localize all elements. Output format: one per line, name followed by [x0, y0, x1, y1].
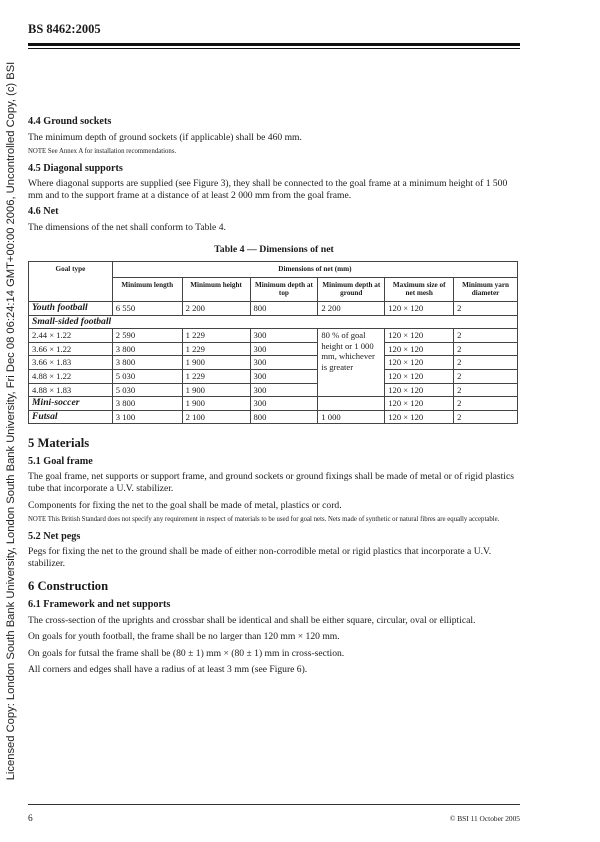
- table-row: [29, 329, 518, 343]
- cell-depth-top: 300: [250, 383, 318, 397]
- cell-yarn: 2: [454, 369, 518, 383]
- cell-length: 3 100: [112, 410, 182, 424]
- cell-depth-ground: [318, 397, 385, 411]
- cell-height: 1 900: [182, 356, 250, 370]
- footer-rule: [28, 804, 520, 805]
- cell-depth-ground: 1 000: [318, 410, 385, 424]
- col-depth-ground: Minimum depth at ground: [318, 277, 385, 301]
- cell-yarn: 2: [454, 410, 518, 424]
- cell-height: 1 229: [182, 369, 250, 383]
- page-header: [28, 22, 520, 49]
- copyright-notice: © BSI 11 October 2005: [449, 814, 520, 823]
- section-6-heading: 6 Construction: [28, 579, 109, 594]
- header-rule-thin: [28, 48, 520, 49]
- table-row: [29, 397, 518, 411]
- cell-mesh: 120 × 120: [385, 329, 454, 343]
- cell-mesh: 120 × 120: [385, 397, 454, 411]
- cell-length: 3 800: [112, 397, 182, 411]
- table-row: [29, 301, 518, 315]
- section-5-1-text-1: The goal frame, net supports or support frame, and ground sockets or ground fixings shall be made of metal or of rigid plastics tube that incorporate a U.V. stabilizer.: [28, 471, 514, 495]
- section-4-4-heading: 4.4 Ground sockets: [28, 116, 112, 127]
- table-row: [29, 369, 518, 383]
- section-4-6-heading: 4.6 Net: [28, 206, 59, 218]
- row-label-small-sided: Small-sided football: [29, 315, 518, 329]
- cell-yarn: 2: [454, 342, 518, 356]
- cell-mesh: 120 × 120: [385, 369, 454, 383]
- page-footer: [28, 804, 520, 824]
- cell-depth-top: 300: [250, 356, 318, 370]
- cell-length: 2 590: [112, 329, 182, 343]
- licence-watermark: [0, 0, 22, 842]
- section-4-6-text: The dimensions of the net shall conform to Table 4.: [28, 221, 226, 233]
- cell-depth-ground-merged: 80 % of goal height or 1 000 mm, whichever is greater: [318, 329, 385, 397]
- cell-length: 3 800: [112, 342, 182, 356]
- cell-mesh: 120 × 120: [385, 301, 454, 315]
- row-label-futsal: Futsal: [29, 410, 113, 424]
- licence-watermark-text: Licensed Copy: London South Bank University, London South Bank University, Fri Dec 08 06:24:14 GMT+00:00 2006, Uncontrolled Copy, (c) BSI: [5, 61, 17, 781]
- cell-height: 2 200: [182, 301, 250, 315]
- cell-length: 5 030: [112, 383, 182, 397]
- table-row: [29, 356, 518, 370]
- section-6-1-text-3: On goals for futsal the frame shall be (80 ± 1) mm × (80 ± 1) mm in cross-section.: [28, 647, 345, 659]
- net-dimensions-table: [28, 261, 518, 424]
- cell-yarn: 2: [454, 356, 518, 370]
- col-dimensions: Dimensions of net (mm): [112, 262, 517, 278]
- col-yarn-diameter: Minimum yarn diameter: [454, 277, 518, 301]
- row-label: 3.66 × 1.83: [29, 356, 113, 370]
- section-6-1-text-4: All corners and edges shall have a radius of at least 3 mm (see Figure 6).: [28, 664, 308, 676]
- cell-depth-top: 300: [250, 342, 318, 356]
- row-label: 4.88 × 1.22: [29, 369, 113, 383]
- section-5-heading: 5 Materials: [28, 436, 90, 451]
- section-6-1-text-2: On goals for youth football, the frame shall be no larger than 120 mm × 120 mm.: [28, 631, 340, 643]
- cell-height: 2 100: [182, 410, 250, 424]
- row-label-youth: Youth football: [29, 301, 113, 315]
- section-6-1-text-1: The cross-section of the uprights and crossbar shall be identical and shall be either square, circular, oval or elliptical.: [28, 614, 476, 626]
- row-label-mini-soccer: Mini-soccer: [29, 397, 113, 411]
- section-6-1-heading: 6.1 Framework and net supports: [28, 599, 171, 611]
- col-min-length: Minimum length: [112, 277, 182, 301]
- cell-depth-top: 300: [250, 369, 318, 383]
- cell-length: 3 800: [112, 356, 182, 370]
- page-content: [28, 116, 520, 681]
- cell-yarn: 2: [454, 301, 518, 315]
- col-depth-top: Minimum depth at top: [250, 277, 318, 301]
- cell-yarn: 2: [454, 397, 518, 411]
- cell-height: 1 900: [182, 383, 250, 397]
- table-row: [29, 383, 518, 397]
- row-label: 2.44 × 1.22: [29, 329, 113, 343]
- cell-depth-top: 800: [250, 301, 318, 315]
- cell-yarn: 2: [454, 329, 518, 343]
- section-4-5-text: Where diagonal supports are supplied (see Figure 3), they shall be connected to the goal frame at a minimum height of 1 500 mm and to the support frame at a distance of at least 2 000 mm from the goal frame.: [28, 178, 508, 201]
- row-label: 3.66 × 1.22: [29, 342, 113, 356]
- cell-yarn: 2: [454, 383, 518, 397]
- col-goal-type: Goal type: [29, 262, 113, 302]
- col-mesh-size: Maximum size of net mesh: [385, 277, 454, 301]
- section-4-4-text: The minimum depth of ground sockets (if applicable) shall be 460 mm.: [28, 131, 302, 143]
- cell-mesh: 120 × 120: [385, 410, 454, 424]
- page-number: 6: [28, 814, 33, 824]
- section-4-4-note: NOTE See Annex A for installation recommendations.: [28, 148, 177, 156]
- section-5-2-text: Pegs for fixing the net to the ground shall be made of either non-corrodible metal or rigid plastics that incorporate a U.V. stabilizer.: [28, 546, 492, 569]
- table-row: [29, 410, 518, 424]
- cell-mesh: 120 × 120: [385, 342, 454, 356]
- cell-depth-top: 300: [250, 397, 318, 411]
- section-4-5-heading: 4.5 Diagonal supports: [28, 162, 123, 174]
- cell-length: 5 030: [112, 369, 182, 383]
- cell-mesh: 120 × 120: [385, 383, 454, 397]
- standard-number: BS 8462:2005: [28, 22, 101, 36]
- section-5-1-text-2: Components for fixing the net to the goal shall be made of metal, plastics or cord.: [28, 499, 342, 511]
- cell-height: 1 229: [182, 329, 250, 343]
- cell-length: 6 550: [112, 301, 182, 315]
- cell-depth-top: 800: [250, 410, 318, 424]
- cell-height: 1 229: [182, 342, 250, 356]
- table-row: [29, 342, 518, 356]
- table-row: [29, 315, 518, 329]
- col-min-height: Minimum height: [182, 277, 250, 301]
- header-rule-thick: [28, 43, 520, 46]
- table-4-caption: Table 4 — Dimensions of net: [214, 243, 334, 255]
- row-label: 4.88 × 1.83: [29, 383, 113, 397]
- cell-depth-top: 300: [250, 329, 318, 343]
- section-5-1-heading: 5.1 Goal frame: [28, 455, 93, 467]
- cell-depth-ground: 2 200: [318, 301, 385, 315]
- section-5-1-note: NOTE This British Standard does not specify any requirement in respect of materials to be used for goal nets. Nets made of synthetic or natural fibres are equally acceptable.: [28, 516, 500, 524]
- cell-height: 1 900: [182, 397, 250, 411]
- section-5-2-heading: 5.2 Net pegs: [28, 530, 81, 542]
- cell-mesh: 120 × 120: [385, 356, 454, 370]
